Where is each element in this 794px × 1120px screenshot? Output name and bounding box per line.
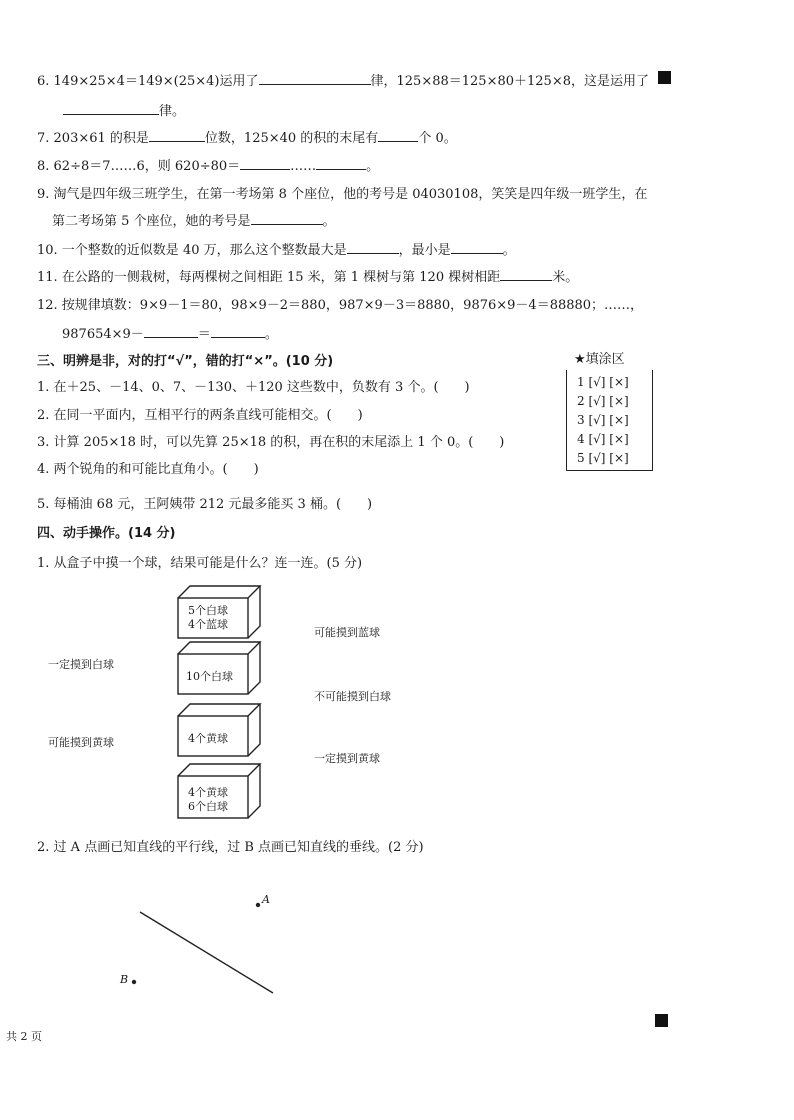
q6-blank-2[interactable] xyxy=(63,102,159,115)
q10-blank-1[interactable] xyxy=(347,241,399,254)
q7-blank-2[interactable] xyxy=(378,129,418,142)
q12-text-d: 。 xyxy=(264,327,278,342)
q9-text-a: 9. 淘气是四年级三班学生，在第一考场第 8 个座位，他的考号是 04030108，笑笑是四年级一班学生，在 xyxy=(37,187,648,202)
right-label-3: 一定摸到黄球 xyxy=(314,752,380,765)
section-4-q2: 2. 过 A 点画已知直线的平行线，过 B 点画已知直线的垂线。(2 分) xyxy=(37,840,424,855)
question-12 xyxy=(37,294,643,313)
question-6 xyxy=(37,70,649,89)
q12-blank-2[interactable] xyxy=(211,325,265,338)
fill-area-title: ★填涂区 xyxy=(574,352,625,367)
corner-marker-bottom xyxy=(655,1014,668,1027)
q8-text-c: 。 xyxy=(366,159,380,174)
geometry-drawing xyxy=(110,890,310,1010)
section-4-q1: 1. 从盒子中摸一个球，结果可能是什么？连一连。(5 分) xyxy=(37,556,363,571)
section-3-title: 三、明辨是非，对的打“√”，错的打“×”。(10 分) xyxy=(37,354,334,369)
q8-text-a: 8. 62÷8＝7……6，则 620÷80＝ xyxy=(37,159,241,174)
q8-blank-1[interactable] xyxy=(240,157,290,170)
point-b-label: B xyxy=(120,973,129,986)
section-3-item-2: 2. 在同一平面内，互相平行的两条直线可能相交。( ) xyxy=(37,408,363,423)
q7-text-b: 位数，125×40 的积的末尾有 xyxy=(204,131,379,146)
q9-text-b: 第二考场第 5 个座位，她的考号是 xyxy=(52,214,251,229)
q6-text-b: 律，125×88＝125×80＋125×8，这是运用了 xyxy=(370,74,649,89)
question-6-cont xyxy=(63,100,185,119)
q10-text-a: 10. 一个整数的近似数是 40 万，那么这个整数最大是 xyxy=(37,243,347,258)
right-label-1: 可能摸到蓝球 xyxy=(314,626,380,639)
section-3-item-4: 4. 两个锐角的和可能比直角小。( ) xyxy=(37,462,259,477)
fill-row-3[interactable]: 3 [√] [×] xyxy=(577,413,629,427)
q10-text-c: 。 xyxy=(502,243,516,258)
box-2-line-1: 10个白球 xyxy=(186,670,233,683)
section-3-item-3: 3. 计算 205×18 时，可以先算 25×18 的积，再在积的末尾添上 1 个 0。( ) xyxy=(37,435,505,450)
q9-blank-1[interactable] xyxy=(251,212,323,225)
question-12-cont xyxy=(62,323,278,342)
box-4-line-1: 4个黄球 xyxy=(188,786,228,799)
left-label-1: 一定摸到白球 xyxy=(48,658,114,671)
q8-text-b: …… xyxy=(290,159,317,174)
corner-marker-top xyxy=(658,71,671,84)
section-3-item-1: 1. 在＋25、－14、0、7、－130、＋120 这些数中，负数有 3 个。( ) xyxy=(37,380,470,395)
fill-area-box xyxy=(566,370,653,471)
point-a-label: A xyxy=(262,893,270,906)
section-4-title: 四、动手操作。(14 分) xyxy=(37,526,176,541)
question-9-cont xyxy=(52,210,336,229)
fill-row-4[interactable]: 4 [√] [×] xyxy=(577,432,629,446)
q12-text-b: 987654×9－ xyxy=(62,327,144,342)
question-10 xyxy=(37,239,516,258)
q6-blank-1[interactable] xyxy=(259,72,371,85)
q10-blank-2[interactable] xyxy=(451,241,503,254)
q11-blank-1[interactable] xyxy=(500,268,552,281)
fill-row-1[interactable]: 1 [√] [×] xyxy=(577,375,629,389)
question-9 xyxy=(37,183,647,202)
q10-text-b: ，最小是 xyxy=(398,243,451,258)
box-1-line-1: 5个白球 xyxy=(188,604,228,617)
section-3-item-5: 5. 每桶油 68 元，王阿姨带 212 元最多能买 3 桶。( ) xyxy=(37,497,373,512)
q7-text-c: 个 0。 xyxy=(418,131,457,146)
q11-text-b: 米。 xyxy=(552,270,579,285)
question-8 xyxy=(37,155,379,174)
question-11 xyxy=(37,266,578,285)
q11-text-a: 11. 在公路的一侧栽树，每两棵树之间相距 15 米，第 1 棵树与第 120 棵树相距 xyxy=(37,270,501,285)
left-label-2: 可能摸到黄球 xyxy=(48,736,114,749)
fill-row-2[interactable]: 2 [√] [×] xyxy=(577,394,629,408)
q12-blank-1[interactable] xyxy=(144,325,198,338)
q8-blank-2[interactable] xyxy=(316,157,366,170)
q6-text-c: 律。 xyxy=(159,104,186,119)
q6-text-a: 6. 149×25×4＝149×(25×4)运用了 xyxy=(37,74,259,89)
box-4-line-2: 6个白球 xyxy=(188,800,228,813)
question-7 xyxy=(37,127,457,146)
box-3-line-1: 4个黄球 xyxy=(188,732,228,745)
right-label-2: 不可能摸到白球 xyxy=(314,690,391,703)
q12-text-a: 12. 按规律填数：9×9－1＝80，98×9－2＝880，987×9－3＝8880，9876×9－4＝88880；……， xyxy=(37,298,644,313)
fill-row-5[interactable]: 5 [√] [×] xyxy=(577,451,629,465)
q12-text-c: ＝ xyxy=(197,327,211,342)
q7-blank-1[interactable] xyxy=(149,129,205,142)
q7-text-a: 7. 203×61 的积是 xyxy=(37,131,149,146)
page-footer: 共 2 页 xyxy=(6,1030,42,1043)
q9-text-c: 。 xyxy=(322,214,336,229)
box-1-line-2: 4个蓝球 xyxy=(188,618,228,631)
